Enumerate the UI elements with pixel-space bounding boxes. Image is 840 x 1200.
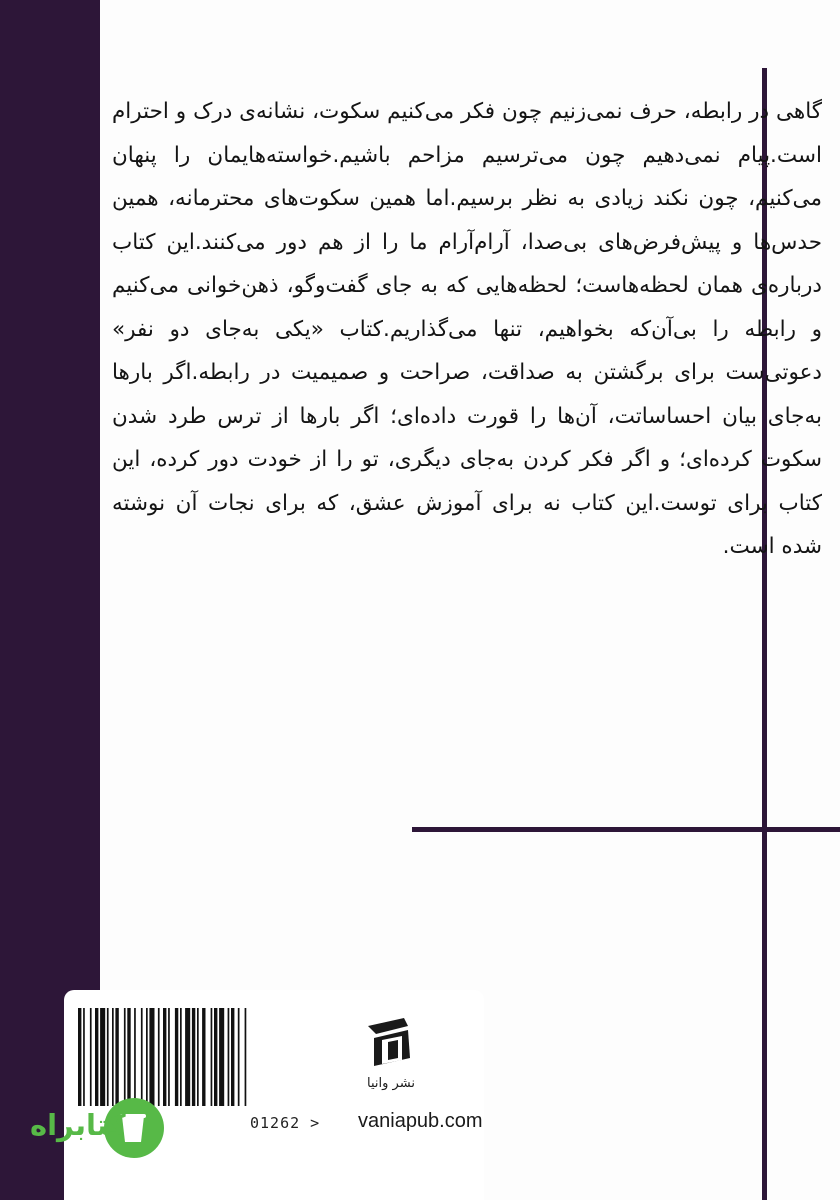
barcode-bar [95, 1008, 98, 1106]
barcode-bar [219, 1008, 224, 1106]
barcode-bar [175, 1008, 178, 1106]
barcode-bar [245, 1008, 247, 1106]
barcode-number: 01262 > [250, 1114, 321, 1132]
barcode-bar [112, 1008, 114, 1106]
publisher-name: نشر وانیا [367, 1076, 415, 1091]
barcode-bar [90, 1008, 92, 1106]
barcode-bar [163, 1008, 166, 1106]
barcode-bar [168, 1008, 170, 1106]
barcode-bar [231, 1008, 234, 1106]
barcode-bar [83, 1008, 85, 1106]
publisher-website: vaniapub.com [358, 1110, 483, 1132]
barcode-bar [107, 1008, 109, 1106]
barcode-bar [100, 1008, 105, 1106]
barcode [78, 1008, 340, 1106]
barcode-bar [78, 1008, 81, 1106]
barcode-bar [192, 1008, 195, 1106]
barcode-bar [214, 1008, 217, 1106]
barcode-bar [202, 1008, 205, 1106]
barcode-bar [127, 1008, 130, 1106]
barcode-bar [115, 1008, 118, 1106]
barcode-bar [124, 1008, 126, 1106]
barcode-bar [146, 1008, 148, 1106]
barcode-bar [185, 1008, 190, 1106]
barcode-bar [149, 1008, 154, 1106]
barcode-bar [180, 1008, 182, 1106]
publisher-logo-icon [364, 1016, 414, 1068]
barcode-panel [64, 990, 484, 1200]
barcode-bar [228, 1008, 230, 1106]
blurb-text: گاهی در رابطه، حرف نمی‌زنیم چون فکر می‌کنیم سکوت، نشانه‌ی درک و احترام است.پیام نمی‌دهیم چون می‌ترسیم مزاحم باشیم.خواسته‌هایمان را پنهان می‌کنیم، چون نکند زیادی به نظر برسیم.اما همین سکوت‌های محترمانه، همین حدس‌ها و پیش‌فرض‌های بی‌صدا، آرام‌آرام ما را از هم دور می‌کنند.این کتاب درباره‌ی همان لحظه‌هاست؛ لحظه‌هایی که به جای گفت‌وگو، ذهن‌خوانی می‌کنیم و رابطه را بی‌آن‌که بخواهیم، تنها می‌گذاریم.کتاب «یکی به‌جای دو نفر» دعوتی‌ست برای برگشتن به صداقت، صراحت و صمیمیت در رابطه.اگر بارها به‌جای بیان احساساتت، آن‌ها را قورت داده‌ای؛ اگر بارها از ترس طرد شدن سکوت کرده‌ای؛ و اگر فکر کردن به‌جای دیگری، تو را از خودت دور کرده، این کتاب برای توست.این کتاب نه برای آموزش عشق، که برای نجات آن نوشته شده است. [112, 99, 822, 559]
barcode-bar [238, 1008, 240, 1106]
barcode-bar [158, 1008, 160, 1106]
barcode-bar [197, 1008, 199, 1106]
barcode-bar [141, 1008, 143, 1106]
barcode-bar [211, 1008, 213, 1106]
store-badge-label: کتابراه [30, 1108, 126, 1142]
horizontal-rule [412, 827, 840, 832]
barcode-bar [134, 1008, 136, 1106]
